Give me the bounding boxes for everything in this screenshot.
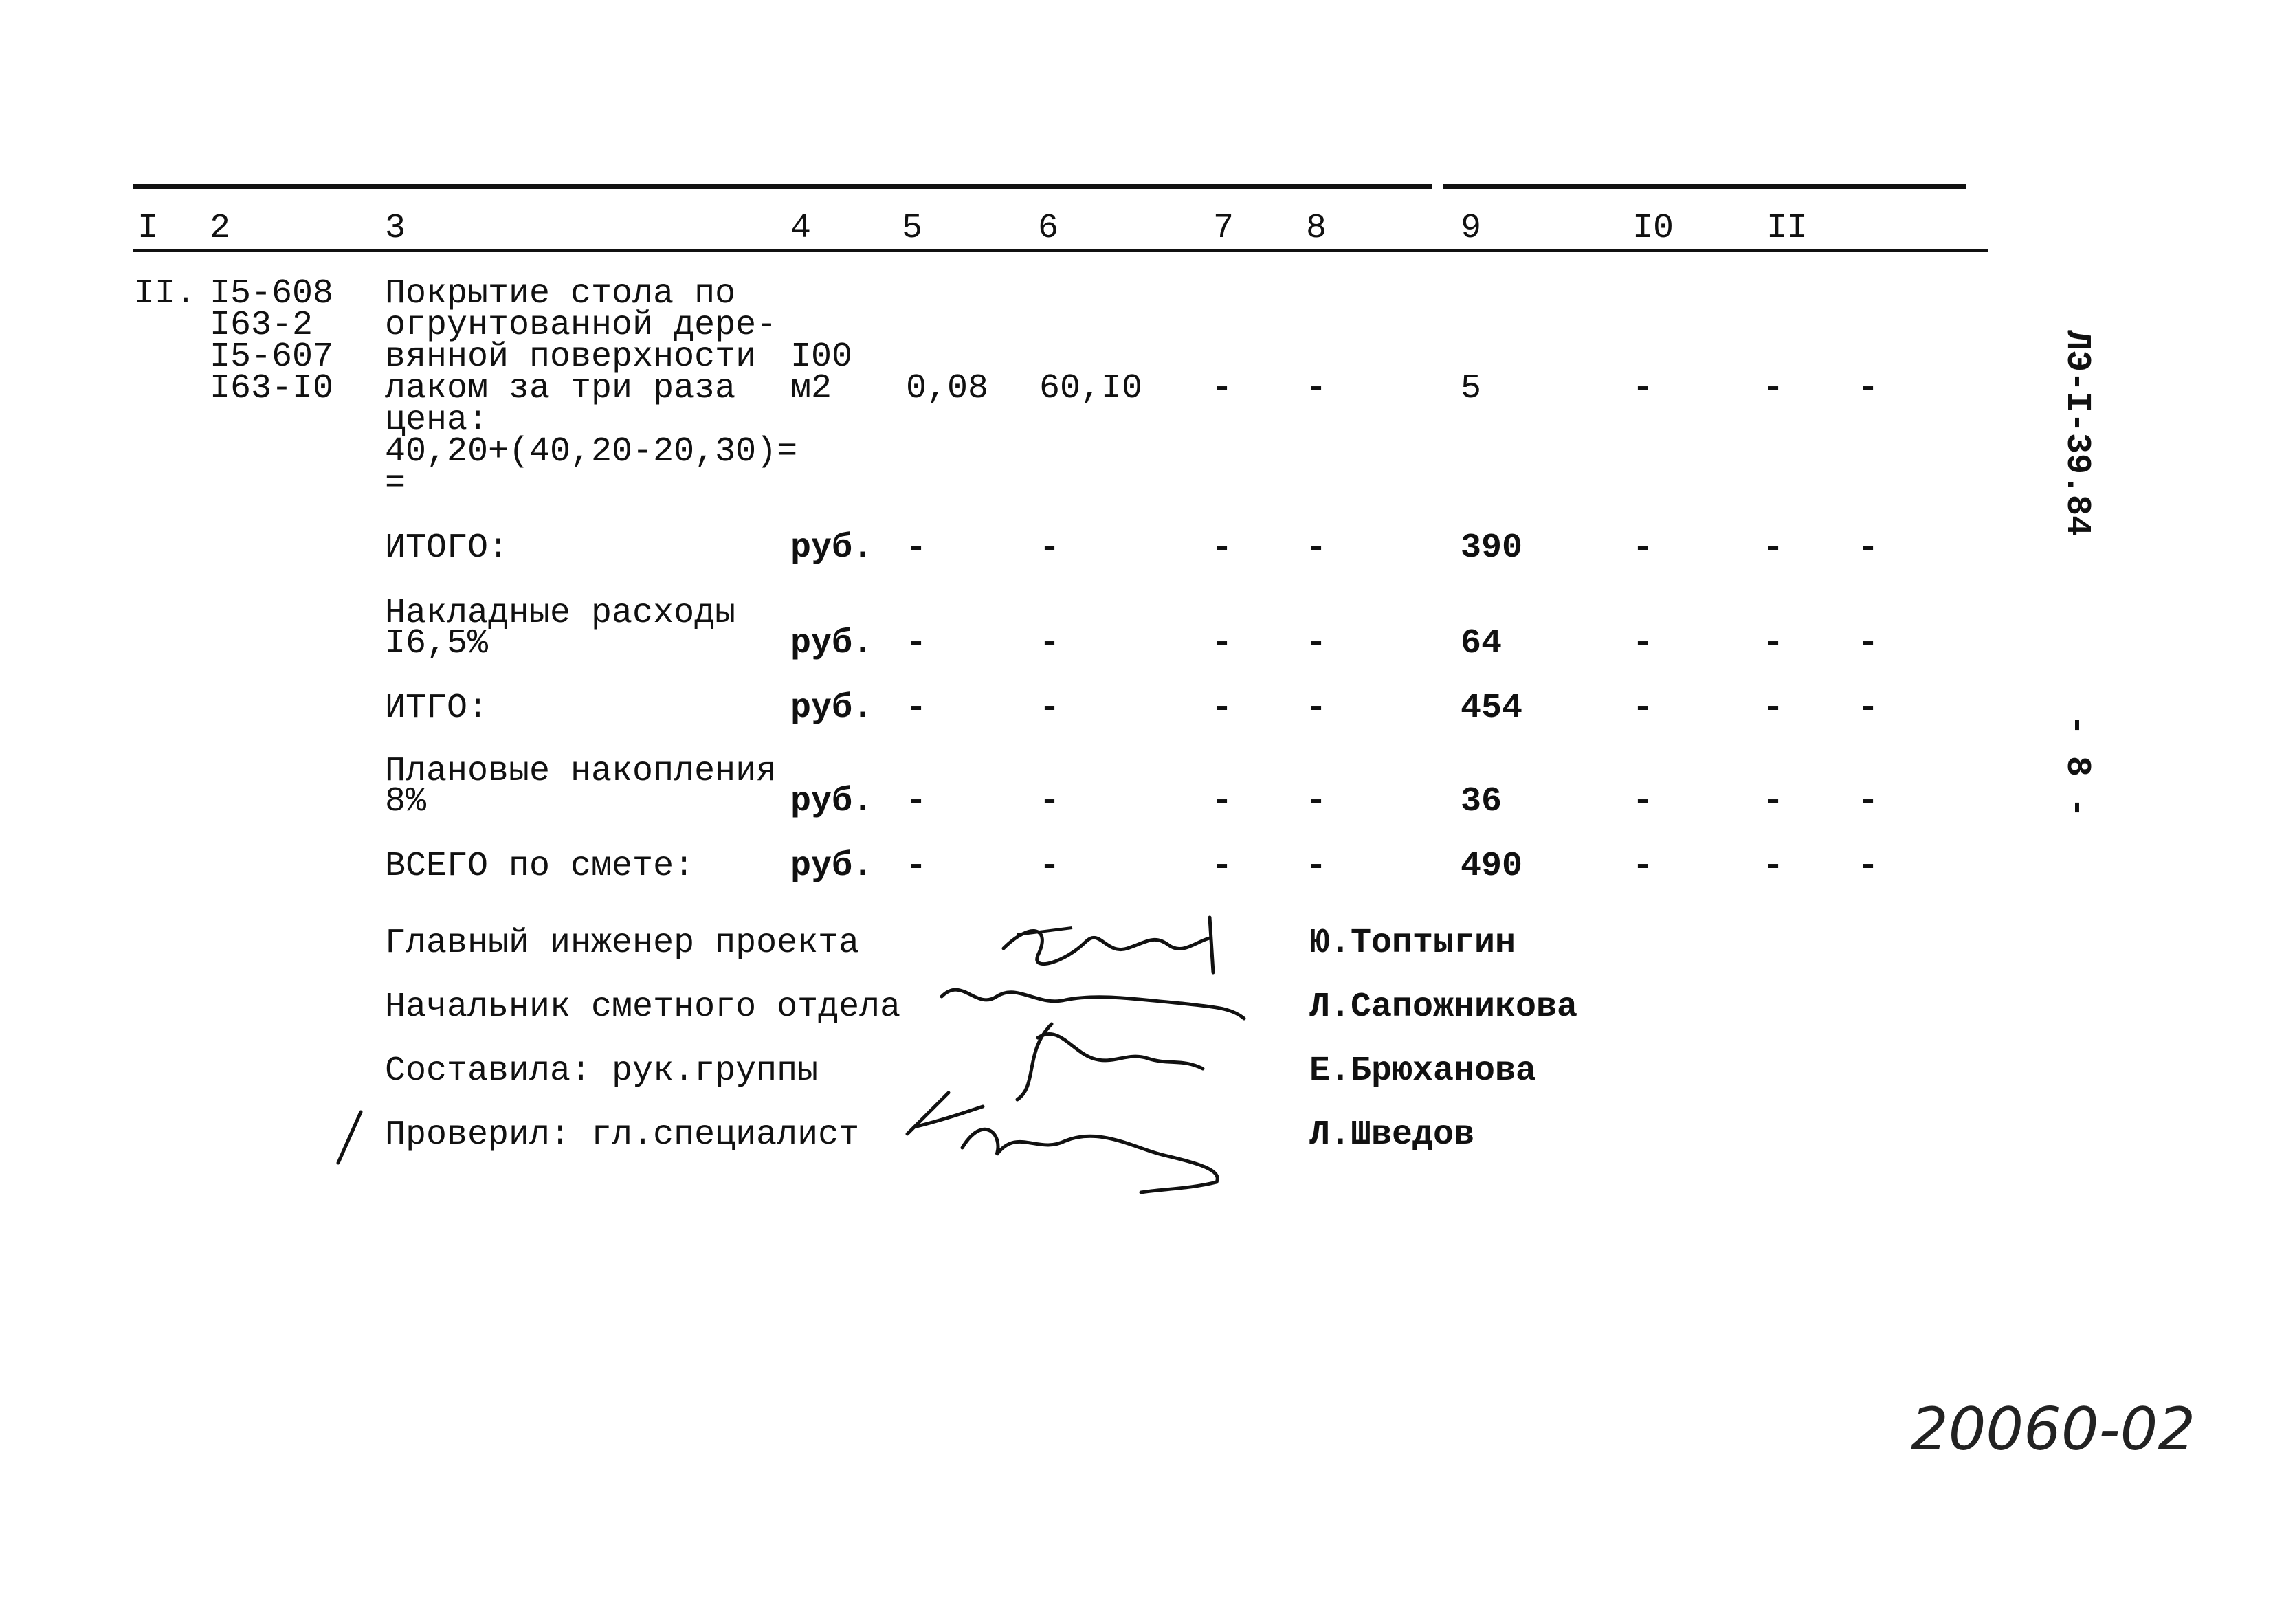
summary-cell-11: - (1763, 847, 1784, 886)
summary-label: I6,5% (385, 624, 489, 663)
summary-cell-5: - (906, 624, 927, 663)
summary-cell-10: - (1632, 689, 1654, 728)
summary-label: ИТГО: (385, 689, 489, 728)
column-header-3: 3 (385, 209, 406, 248)
summary-cell-6: - (1039, 782, 1061, 821)
summary-cell-10: - (1632, 782, 1654, 821)
summary-cell-12: - (1858, 689, 1879, 728)
summary-cell-12: - (1858, 782, 1879, 821)
signature-role: Начальник сметного отдела (385, 988, 901, 1027)
row-cell-6: 60,I0 (1039, 369, 1143, 408)
row-description-line: = (385, 464, 406, 503)
row-code: I5-607 (210, 337, 334, 377)
summary-cell-8: - (1306, 847, 1327, 886)
check-mark (330, 1106, 371, 1168)
column-header-9: 9 (1461, 209, 1482, 248)
row-cell-10: - (1632, 369, 1654, 408)
row-unit-measure: м2 (790, 369, 832, 408)
summary-cell-7: - (1212, 782, 1233, 821)
summary-cell-6: - (1039, 529, 1061, 568)
handwritten-signature (900, 1086, 1244, 1196)
summary-cell-7: - (1212, 689, 1233, 728)
summary-cell-5: - (906, 782, 927, 821)
summary-cell-6: - (1039, 624, 1061, 663)
summary-cell-12: - (1858, 529, 1879, 568)
column-header-8: 8 (1306, 209, 1327, 248)
summary-label: Накладные расходы (385, 594, 736, 633)
column-header-5: 5 (902, 209, 923, 248)
summary-cell-8: - (1306, 624, 1327, 663)
row-cell-5: 0,08 (906, 369, 989, 408)
summary-cell-11: - (1763, 529, 1784, 568)
summary-cell-8: - (1306, 689, 1327, 728)
summary-label: ИТОГО: (385, 529, 509, 568)
summary-cell-12: - (1858, 624, 1879, 663)
column-header-7: 7 (1213, 209, 1234, 248)
summary-cell-5: - (906, 689, 927, 728)
signature-role: Составила: рук.группы (385, 1052, 819, 1091)
summary-cell-9: 490 (1461, 847, 1523, 886)
column-header-10: I0 (1632, 209, 1674, 248)
row-code: I63-I0 (210, 369, 334, 408)
summary-cell-12: - (1858, 847, 1879, 886)
summary-cell-8: - (1306, 529, 1327, 568)
summary-cell-9: 64 (1461, 624, 1503, 663)
row-unit-quantity: I00 (790, 337, 853, 377)
row-description-line: Покрытие стола по (385, 274, 736, 313)
summary-unit: руб. (790, 529, 874, 568)
summary-cell-5: - (906, 529, 927, 568)
signature-name: Ю.Топтыгин (1309, 924, 1516, 963)
summary-cell-9: 454 (1461, 689, 1523, 728)
signature-name: Е.Брюханова (1309, 1052, 1537, 1091)
header-top-rule-right (1443, 184, 1966, 189)
row-cell-7: - (1212, 369, 1233, 408)
summary-cell-6: - (1039, 689, 1061, 728)
summary-unit: руб. (790, 782, 874, 821)
signature-role: Проверил: гл.специалист (385, 1115, 860, 1155)
summary-cell-6: - (1039, 847, 1061, 886)
summary-cell-9: 36 (1461, 782, 1503, 821)
header-bottom-rule (133, 249, 1988, 252)
summary-label: 8% (385, 782, 427, 821)
summary-label: Плановые накопления (385, 752, 777, 791)
archive-number: 20060-02 (1911, 1395, 2196, 1464)
column-header-6: 6 (1038, 209, 1059, 248)
summary-unit: руб. (790, 847, 874, 886)
summary-unit: руб. (790, 689, 874, 728)
column-header-1: I (137, 209, 159, 248)
row-cell-8: - (1306, 369, 1327, 408)
row-description-line: лаком за три раза (385, 369, 736, 408)
summary-label: ВСЕГО по смете: (385, 847, 695, 886)
summary-cell-11: - (1763, 624, 1784, 663)
header-top-rule-left (133, 184, 1432, 189)
column-header-4: 4 (790, 209, 812, 248)
summary-cell-8: - (1306, 782, 1327, 821)
page-number-vertical: - 8 - (2057, 715, 2096, 819)
row-code: I5-608 (210, 274, 334, 313)
row-description-line: вянной поверхности (385, 337, 757, 377)
summary-cell-7: - (1212, 624, 1233, 663)
summary-cell-9: 390 (1461, 529, 1523, 568)
summary-cell-10: - (1632, 847, 1654, 886)
row-code: I63-2 (210, 306, 313, 345)
summary-cell-5: - (906, 847, 927, 886)
row-cell-11: - (1763, 369, 1784, 408)
summary-cell-7: - (1212, 529, 1233, 568)
row-description-line: огрунтованной дере- (385, 306, 777, 345)
summary-cell-11: - (1763, 689, 1784, 728)
signature-name: Л.Сапожникова (1309, 988, 1578, 1027)
signature-name: Л.Шведов (1309, 1115, 1475, 1155)
summary-cell-10: - (1632, 529, 1654, 568)
column-header-2: 2 (210, 209, 231, 248)
signature-role: Главный инженер проекта (385, 924, 860, 963)
row-cell-9: 5 (1461, 369, 1482, 408)
row-position-number: II. (134, 274, 197, 313)
summary-cell-10: - (1632, 624, 1654, 663)
row-description-line: 40,20+(40,20-20,30)= (385, 432, 798, 471)
summary-cell-11: - (1763, 782, 1784, 821)
row-description-line: цена: (385, 401, 489, 440)
document-code-vertical: ЛЭ-I-39.84 (2057, 330, 2096, 537)
summary-cell-7: - (1212, 847, 1233, 886)
column-header-11: II (1766, 209, 1808, 248)
summary-unit: руб. (790, 624, 874, 663)
row-cell-12: - (1858, 369, 1879, 408)
